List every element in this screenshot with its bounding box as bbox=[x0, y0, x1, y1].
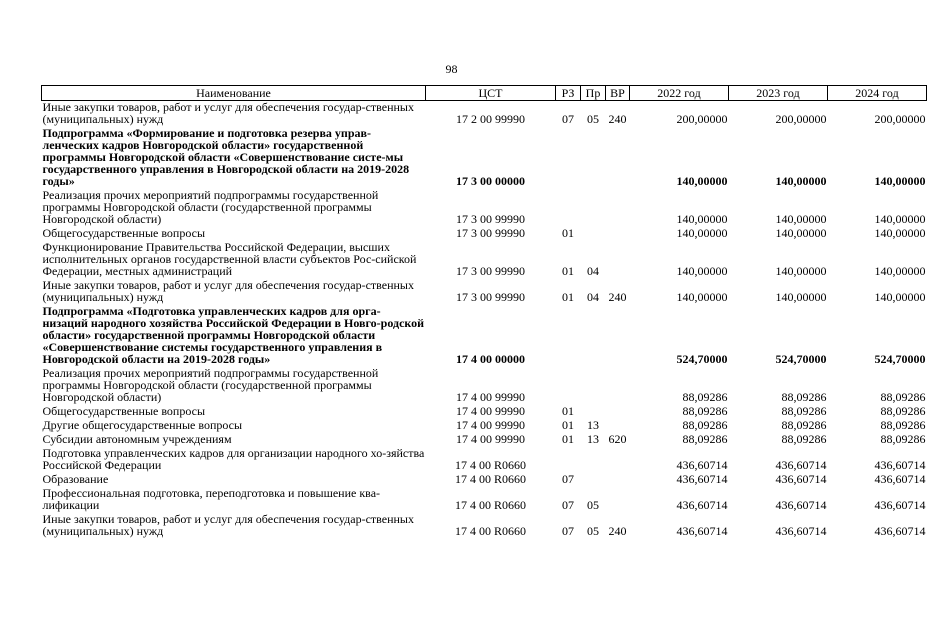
header-pr: Пр bbox=[581, 86, 606, 101]
table-row bbox=[42, 433, 927, 445]
cell-vr bbox=[606, 189, 630, 225]
cell-rz: 01 bbox=[562, 418, 574, 432]
cell-vr bbox=[606, 305, 630, 365]
cell-cst: 17 4 00 R0660 bbox=[454, 472, 526, 486]
cell-pr bbox=[581, 405, 606, 417]
cell-name: Иные закупки товаров, работ и услуг для обеспечения государ-ственных (муниципальных) нужд bbox=[42, 100, 414, 126]
table-row bbox=[42, 513, 927, 537]
cell-cst: 17 3 00 99990 bbox=[456, 264, 525, 278]
cell-y2022: 436,60714 bbox=[676, 472, 728, 486]
cell-y2024: 140,00000 bbox=[874, 174, 926, 188]
cell-y2024: 436,60714 bbox=[874, 524, 926, 538]
cell-vr bbox=[606, 127, 630, 187]
cell-cst: 17 4 00 99990 bbox=[456, 404, 525, 418]
cell-name: Подготовка управленческих кадров для организации народного хо-зяйства Российской Федерации bbox=[42, 446, 425, 472]
table-body bbox=[42, 101, 927, 540]
cell-y2023: 140,00000 bbox=[775, 174, 827, 188]
cell-name: Общегосударственные вопросы bbox=[42, 226, 206, 240]
table-row bbox=[42, 473, 927, 485]
cell-cst: 17 3 00 00000 bbox=[456, 174, 525, 188]
cell-vr bbox=[606, 405, 630, 417]
cell-rz: 01 bbox=[562, 432, 574, 446]
cell-y2024: 140,00000 bbox=[874, 264, 926, 278]
table-row bbox=[42, 405, 927, 417]
cell-y2023: 88,09286 bbox=[781, 418, 827, 432]
header-rz: РЗ bbox=[556, 86, 581, 101]
cell-y2022: 140,00000 bbox=[676, 290, 728, 304]
cell-rz: 01 bbox=[562, 404, 574, 418]
table-row bbox=[42, 227, 927, 239]
cell-cst: 17 3 00 99990 bbox=[456, 212, 525, 226]
cell-y2024: 88,09286 bbox=[880, 418, 926, 432]
cell-rz: 07 bbox=[562, 472, 574, 486]
cell-y2024: 88,09286 bbox=[880, 404, 926, 418]
cell-vr: 620 bbox=[608, 432, 627, 446]
cell-y2022: 88,09286 bbox=[682, 404, 728, 418]
table-row bbox=[42, 189, 927, 225]
cell-pr bbox=[581, 473, 606, 485]
cell-y2023: 524,70000 bbox=[775, 352, 827, 366]
header-cst: ЦСТ bbox=[426, 86, 556, 101]
cell-rz bbox=[556, 447, 581, 471]
cell-rz: 07 bbox=[562, 524, 574, 538]
cell-y2024: 140,00000 bbox=[874, 226, 926, 240]
cell-cst: 17 4 00 99990 bbox=[456, 390, 525, 404]
cell-pr: 05 bbox=[587, 112, 599, 126]
cell-vr bbox=[606, 419, 630, 431]
cell-y2022: 436,60714 bbox=[676, 458, 728, 472]
cell-y2024: 88,09286 bbox=[880, 432, 926, 446]
cell-y2022: 140,00000 bbox=[676, 174, 728, 188]
cell-vr bbox=[606, 447, 630, 471]
table-row bbox=[42, 101, 927, 126]
cell-rz: 01 bbox=[562, 264, 574, 278]
table-row-subprogram bbox=[42, 127, 927, 187]
cell-cst: 17 4 00 00000 bbox=[456, 352, 525, 366]
cell-y2022: 436,60714 bbox=[676, 498, 728, 512]
table-row bbox=[42, 419, 927, 431]
table-row-subprogram bbox=[42, 305, 927, 365]
cell-y2022: 88,09286 bbox=[682, 432, 728, 446]
table-row bbox=[42, 447, 927, 471]
cell-y2022: 140,00000 bbox=[676, 212, 728, 226]
header-2022: 2022 год bbox=[630, 86, 729, 101]
cell-y2024: 140,00000 bbox=[874, 212, 926, 226]
cell-y2024: 436,60714 bbox=[874, 458, 926, 472]
cell-y2023: 88,09286 bbox=[781, 432, 827, 446]
cell-y2022: 524,70000 bbox=[676, 352, 728, 366]
cell-name: Функционирование Правительства Российской Федерации, высших исполнительных органов государственной власти субъектов Рос-сийской Федерации, местных администраций bbox=[42, 240, 417, 278]
cell-y2024: 436,60714 bbox=[874, 472, 926, 486]
cell-rz: 01 bbox=[562, 226, 574, 240]
cell-cst: 17 4 00 R0660 bbox=[454, 524, 526, 538]
cell-name: Подпрограмма «Формирование и подготовка резерва управ-ленческих кадров Новгородской области» государственной программы Новгородской области «Совершенствование систе-мы государственного управления в Новгородской области на 2019-2028 годы» bbox=[42, 126, 410, 188]
cell-name: Иные закупки товаров, работ и услуг для обеспечения государ-ственных (муниципальных) нужд bbox=[42, 512, 414, 538]
cell-pr bbox=[581, 447, 606, 471]
cell-y2022: 200,00000 bbox=[676, 112, 728, 126]
cell-cst: 17 4 00 99990 bbox=[456, 418, 525, 432]
cell-rz bbox=[556, 305, 581, 365]
cell-y2023: 436,60714 bbox=[775, 498, 827, 512]
cell-y2022: 88,09286 bbox=[682, 390, 728, 404]
cell-name: Подпрограмма «Подготовка управленческих кадров для орга-низаций народного хозяйства Российской Федерации в Новго-родской области» государственной программы Новгородской области «Совершенствование системы государственного управления в Новгородской области на 2019-2028 годы» bbox=[42, 304, 425, 366]
cell-pr bbox=[581, 367, 606, 403]
header-name: Наименование bbox=[42, 86, 426, 101]
cell-cst: 17 4 00 99990 bbox=[456, 432, 525, 446]
cell-name: Образование bbox=[42, 472, 109, 486]
cell-cst: 17 4 00 R0660 bbox=[454, 498, 526, 512]
cell-y2023: 200,00000 bbox=[775, 112, 827, 126]
cell-rz: 07 bbox=[562, 498, 574, 512]
cell-y2023: 436,60714 bbox=[775, 472, 827, 486]
cell-pr: 13 bbox=[587, 418, 599, 432]
cell-y2022: 436,60714 bbox=[676, 524, 728, 538]
cell-y2024: 436,60714 bbox=[874, 498, 926, 512]
cell-cst: 17 3 00 99990 bbox=[456, 290, 525, 304]
cell-y2023: 140,00000 bbox=[775, 212, 827, 226]
cell-name: Профессиональная подготовка, переподготовка и повышение ква-лификации bbox=[42, 486, 381, 512]
cell-y2024: 88,09286 bbox=[880, 390, 926, 404]
budget-table bbox=[41, 85, 927, 539]
cell-vr bbox=[606, 227, 630, 239]
cell-vr: 240 bbox=[608, 290, 627, 304]
cell-y2023: 140,00000 bbox=[775, 264, 827, 278]
cell-y2023: 140,00000 bbox=[775, 226, 827, 240]
cell-rz bbox=[556, 367, 581, 403]
cell-pr: 04 bbox=[587, 290, 599, 304]
cell-vr: 240 bbox=[608, 524, 627, 538]
table-row bbox=[42, 241, 927, 277]
cell-y2022: 140,00000 bbox=[676, 264, 728, 278]
cell-pr: 05 bbox=[587, 498, 599, 512]
cell-pr bbox=[581, 305, 606, 365]
cell-vr: 240 bbox=[608, 112, 627, 126]
cell-pr bbox=[581, 189, 606, 225]
cell-name: Общегосударственные вопросы bbox=[42, 404, 206, 418]
table-header bbox=[42, 86, 927, 101]
cell-name: Реализация прочих мероприятий подпрограммы государственной программы Новгородской области (государственной программы Новгородской области) bbox=[42, 188, 379, 226]
cell-vr bbox=[606, 473, 630, 485]
table-row bbox=[42, 487, 927, 511]
cell-cst: 17 3 00 99990 bbox=[456, 226, 525, 240]
table-row bbox=[42, 279, 927, 303]
cell-y2023: 436,60714 bbox=[775, 458, 827, 472]
cell-vr bbox=[606, 487, 630, 511]
cell-y2024: 140,00000 bbox=[874, 290, 926, 304]
cell-rz: 01 bbox=[562, 290, 574, 304]
cell-y2022: 88,09286 bbox=[682, 418, 728, 432]
cell-pr: 13 bbox=[587, 432, 599, 446]
cell-rz bbox=[556, 189, 581, 225]
cell-y2023: 436,60714 bbox=[775, 524, 827, 538]
cell-y2024: 524,70000 bbox=[874, 352, 926, 366]
cell-name: Субсидии автономным учреждениям bbox=[42, 432, 232, 446]
cell-vr bbox=[606, 241, 630, 277]
cell-pr bbox=[581, 127, 606, 187]
cell-y2023: 140,00000 bbox=[775, 290, 827, 304]
cell-pr: 05 bbox=[587, 524, 599, 538]
cell-name: Реализация прочих мероприятий подпрограммы государственной программы Новгородской области (государственной программы Новгородской области) bbox=[42, 366, 379, 404]
header-vr: ВР bbox=[606, 86, 630, 101]
cell-pr bbox=[581, 227, 606, 239]
cell-y2023: 88,09286 bbox=[781, 390, 827, 404]
cell-name: Другие общегосударственные вопросы bbox=[42, 418, 243, 432]
header-2024: 2024 год bbox=[828, 86, 927, 101]
table-row bbox=[42, 367, 927, 403]
cell-y2022: 140,00000 bbox=[676, 226, 728, 240]
cell-rz bbox=[556, 127, 581, 187]
cell-y2024: 200,00000 bbox=[874, 112, 926, 126]
cell-y2023: 88,09286 bbox=[781, 404, 827, 418]
cell-name: Иные закупки товаров, работ и услуг для обеспечения государ-ственных (муниципальных) нужд bbox=[42, 278, 414, 304]
page-number: 98 bbox=[445, 62, 458, 76]
cell-vr bbox=[606, 367, 630, 403]
cell-pr: 04 bbox=[587, 264, 599, 278]
header-2023: 2023 год bbox=[729, 86, 828, 101]
cell-cst: 17 4 00 R0660 bbox=[454, 458, 526, 472]
cell-cst: 17 2 00 99990 bbox=[456, 112, 525, 126]
cell-rz: 07 bbox=[562, 112, 574, 126]
